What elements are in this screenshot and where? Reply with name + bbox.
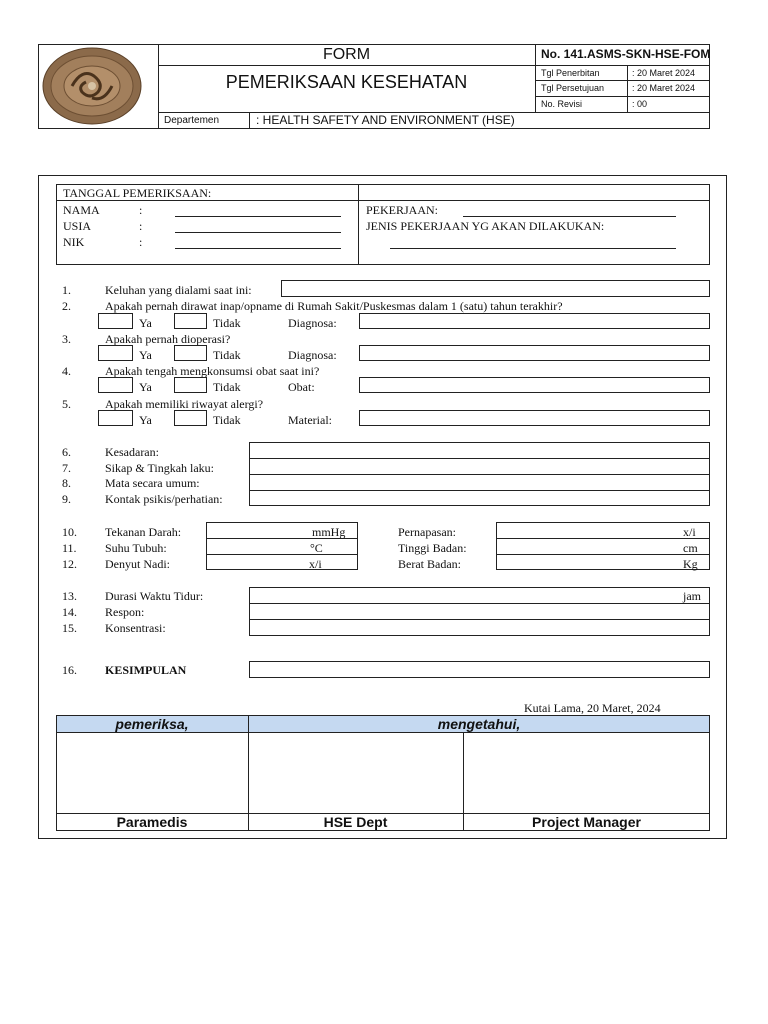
q4-ya-checkbox[interactable] (98, 377, 133, 393)
divider (535, 80, 710, 81)
q3-diagnosa-field[interactable] (359, 345, 710, 361)
tidak-label: Tidak (213, 316, 241, 330)
colon: : (139, 203, 143, 217)
unit-label: °C (310, 541, 323, 555)
q2-text: Apakah pernah dirawat inap/opname di Rumah Sakit/Puskesmas dalam 1 (satu) tahun terakhir? (105, 299, 563, 313)
meta-value: : 20 Maret 2024 (632, 83, 696, 93)
tanggal-label: TANGGAL PEMERIKSAAN: (63, 186, 212, 200)
ya-label: Ya (139, 348, 152, 362)
tinggi-label: Tinggi Badan: (398, 541, 467, 555)
unit-label: mmHg (312, 525, 346, 539)
q-number: 2. (62, 299, 71, 313)
q10-text: Tekanan Darah: (105, 525, 182, 539)
pekerjaan-field[interactable] (463, 216, 676, 217)
divider (496, 554, 710, 555)
jenis-pekerjaan-field[interactable] (390, 248, 676, 249)
q11-text: Suhu Tubuh: (105, 541, 167, 555)
company-seal-logo (42, 46, 142, 126)
nik-field[interactable] (175, 248, 341, 249)
divider (158, 65, 710, 66)
divider (249, 619, 710, 620)
q4-obat-field[interactable] (359, 377, 710, 393)
form-label: FORM (322, 46, 371, 63)
q-number: 13. (62, 589, 77, 603)
unit-label: x/i (309, 557, 322, 571)
usia-field[interactable] (175, 232, 341, 233)
material-label: Material: (288, 413, 332, 427)
q5-text: Apakah memiliki riwayat alergi? (105, 397, 264, 411)
q-number: 10. (62, 525, 77, 539)
tidak-label: Tidak (213, 413, 241, 427)
doc-number: No. 141.ASMS-SKN-HSE-FOM (541, 47, 711, 61)
q8-text: Mata secara umum: (105, 476, 200, 490)
divider (249, 112, 250, 129)
divider (206, 554, 358, 555)
q3-tidak-checkbox[interactable] (174, 345, 207, 361)
unit-label: x/i (683, 525, 696, 539)
pekerjaan-label: PEKERJAAN: (366, 203, 439, 217)
q13-text: Durasi Waktu Tidur: (105, 589, 204, 603)
form-title: PEMERIKSAAN KESEHATAN (225, 72, 468, 92)
q5-tidak-checkbox[interactable] (174, 410, 207, 426)
q3-text: Apakah pernah dioperasi? (105, 332, 231, 346)
pernapasan-label: Pernapasan: (398, 525, 456, 539)
q12-text: Denyut Nadi: (105, 557, 170, 571)
q4-tidak-checkbox[interactable] (174, 377, 207, 393)
nik-label: NIK (63, 235, 85, 249)
colon: : (139, 219, 143, 233)
q-number: 7. (62, 461, 71, 475)
meta-label: No. Revisi (541, 99, 583, 109)
dept-value: : HEALTH SAFETY AND ENVIRONMENT (HSE) (256, 113, 515, 127)
q6-text: Kesadaran: (105, 445, 159, 459)
divider (249, 458, 710, 459)
unit-label: cm (683, 541, 698, 555)
keluhan-field[interactable] (281, 280, 710, 297)
jenis-pekerjaan-label: JENIS PEKERJAAN YG AKAN DILAKUKAN: (366, 219, 605, 233)
divider (249, 603, 710, 604)
q2-ya-checkbox[interactable] (98, 313, 133, 329)
paramedis-signature-area[interactable] (57, 733, 247, 813)
q-number: 14. (62, 605, 77, 619)
nama-field[interactable] (175, 216, 341, 217)
divider (496, 538, 710, 539)
q3-ya-checkbox[interactable] (98, 345, 133, 361)
tidak-label: Tidak (213, 348, 241, 362)
paramedis-label: Paramedis (116, 814, 188, 830)
usia-label: USIA (63, 219, 92, 233)
hse-dept-label: HSE Dept (323, 814, 388, 830)
divider (358, 184, 359, 265)
divider (535, 44, 536, 112)
divider (249, 474, 710, 475)
diagnosa-label: Diagnosa: (288, 316, 337, 330)
q-number: 12. (62, 557, 77, 571)
obat-label: Obat: (288, 380, 315, 394)
hse-signature-area[interactable] (249, 733, 462, 813)
dept-label: Departemen (164, 115, 220, 126)
project-manager-label: Project Manager (532, 814, 641, 830)
q5-ya-checkbox[interactable] (98, 410, 133, 426)
q-number: 15. (62, 621, 77, 635)
ya-label: Ya (139, 316, 152, 330)
pemeriksa-header: pemeriksa, (115, 716, 189, 732)
q-number: 6. (62, 445, 71, 459)
q5-material-field[interactable] (359, 410, 710, 426)
q9-text: Kontak psikis/perhatian: (105, 492, 223, 506)
q-number: 16. (62, 663, 77, 677)
q-number: 3. (62, 332, 71, 346)
q4-text: Apakah tengah mengkonsumsi obat saat ini? (105, 364, 320, 378)
pm-signature-area[interactable] (464, 733, 709, 813)
divider (535, 96, 710, 97)
divider (249, 490, 710, 491)
colon: : (139, 235, 143, 249)
sleep-fields[interactable] (249, 587, 710, 636)
diagnosa-label: Diagnosa: (288, 348, 337, 362)
q-number: 9. (62, 492, 71, 506)
kesimpulan-field[interactable] (249, 661, 710, 678)
q2-tidak-checkbox[interactable] (174, 313, 207, 329)
meta-label: Tgl Penerbitan (541, 68, 600, 78)
q-number: 1. (62, 283, 71, 297)
ya-label: Ya (139, 380, 152, 394)
meta-value: : 00 (632, 99, 648, 109)
tidak-label: Tidak (213, 380, 241, 394)
divider (627, 65, 628, 112)
mengetahui-header: mengetahui, (437, 716, 521, 732)
q15-text: Konsentrasi: (105, 621, 166, 635)
unit-label: Kg (683, 557, 698, 571)
q-number: 11. (62, 541, 77, 555)
q-number: 8. (62, 476, 71, 490)
q14-text: Respon: (105, 605, 145, 619)
q1-text: Keluhan yang dialami saat ini: (105, 283, 252, 297)
nama-label: NAMA (63, 203, 100, 217)
unit-label: jam (683, 589, 701, 603)
kesimpulan-label: KESIMPULAN (105, 663, 187, 677)
berat-label: Berat Badan: (398, 557, 461, 571)
q-number: 4. (62, 364, 71, 378)
vitals-right-fields[interactable] (496, 522, 710, 570)
q7-text: Sikap & Tingkah laku: (105, 461, 215, 475)
place-date: Kutai Lama, 20 Maret, 2024 (524, 701, 661, 715)
meta-value: : 20 Maret 2024 (632, 68, 696, 78)
q2-diagnosa-field[interactable] (359, 313, 710, 329)
ya-label: Ya (139, 413, 152, 427)
q-number: 5. (62, 397, 71, 411)
meta-label: Tgl Persetujuan (541, 83, 605, 93)
